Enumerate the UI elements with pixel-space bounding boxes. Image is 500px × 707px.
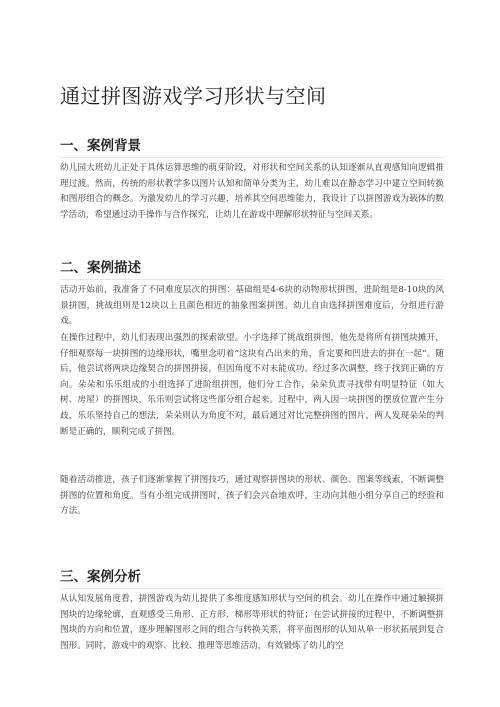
paragraph-description-2: 在操作过程中，幼儿们表现出强烈的探索欲望。小宇选择了挑战组拼图，他先是将所有拼图块摊开，仔细观察每一块拼图的边缘形状，嘴里念叨着“这块有凸出来的角，肯定要和凹进去的拼在一起”。随后，他尝试将两块边缘契合的拼图拼接，但因角度不对未能成功。经过多次调整，终于找到正确的方向。朵朵和乐乐组成的小组选择了进阶组拼图，他们分工合作，朵朵负责寻找带有明显特征（如大树、房屋）的拼图块，乐乐则尝试将这些部分组合起来。过程中，两人因一块拼图的摆放位置产生分歧，乐乐坚持自己的想法，朵朵则认为角度不对，最后通过对比完整拼图的图片，两人发现朵朵的判断是正确的，顺利完成了拼图。 — [60, 333, 444, 437]
section-heading-analysis: 三、案例分析 — [60, 569, 141, 585]
section-heading-background: 一、案例背景 — [60, 138, 141, 154]
paragraph-background: 幼儿园大班幼儿正处于具体运算思维的萌芽阶段，对形状和空间关系的认知逐渐从直观感知向逻辑推理过渡。然而，传统的形状教学多以图片认知和简单分类为主，幼儿难以在静态学习中建立空间转换和图形组合的概念。为激发幼儿的学习兴趣，培养其空间思维能力，我设计了以拼图游戏为载体的数学活动，希望通过动手操作与合作探究，让幼儿在游戏中理解形状特征与空间关系。 — [60, 163, 444, 220]
section-divider — [60, 157, 444, 158]
section-heading-description: 二、案例描述 — [60, 260, 141, 276]
section-divider — [60, 279, 444, 280]
paragraph-description-1: 活动开始前，我准备了不同难度层次的拼图：基础组是4-6块的动物形状拼图，进阶组是8-10块的风景拼图，挑战组则是12块以上且颜色相近的抽象图案拼图。幼儿自由选择拼图难度后，分组进行游戏。 — [60, 285, 444, 327]
document-title: 通过拼图游戏学习形状与空间 — [60, 84, 327, 108]
paragraph-description-3: 随着活动推进，孩子们逐渐掌握了拼图技巧，通过观察拼图块的形状、颜色、图案等线索，不断调整拼图的位置和角度。当有小组完成拼图时，孩子们会兴奋地欢呼，主动向其他小组分享自己的经验和方法。 — [60, 475, 444, 517]
paragraph-analysis: 从认知发展角度看，拼图游戏为幼儿提供了多维度感知形状与空间的机会。幼儿在操作中通过触摸拼图块的边缘轮廓，直观感受三角形、正方形、梯形等形状的特征；在尝试拼接的过程中，不断调整拼图块的方向和位置，逐步理解图形之间的组合与转换关系，将平面图形的认知从单一形状拓展到复合图形。同时，游戏中的观察、比较、推理等思维活动，有效锻炼了幼儿的空 — [60, 594, 444, 651]
section-divider — [60, 588, 444, 589]
